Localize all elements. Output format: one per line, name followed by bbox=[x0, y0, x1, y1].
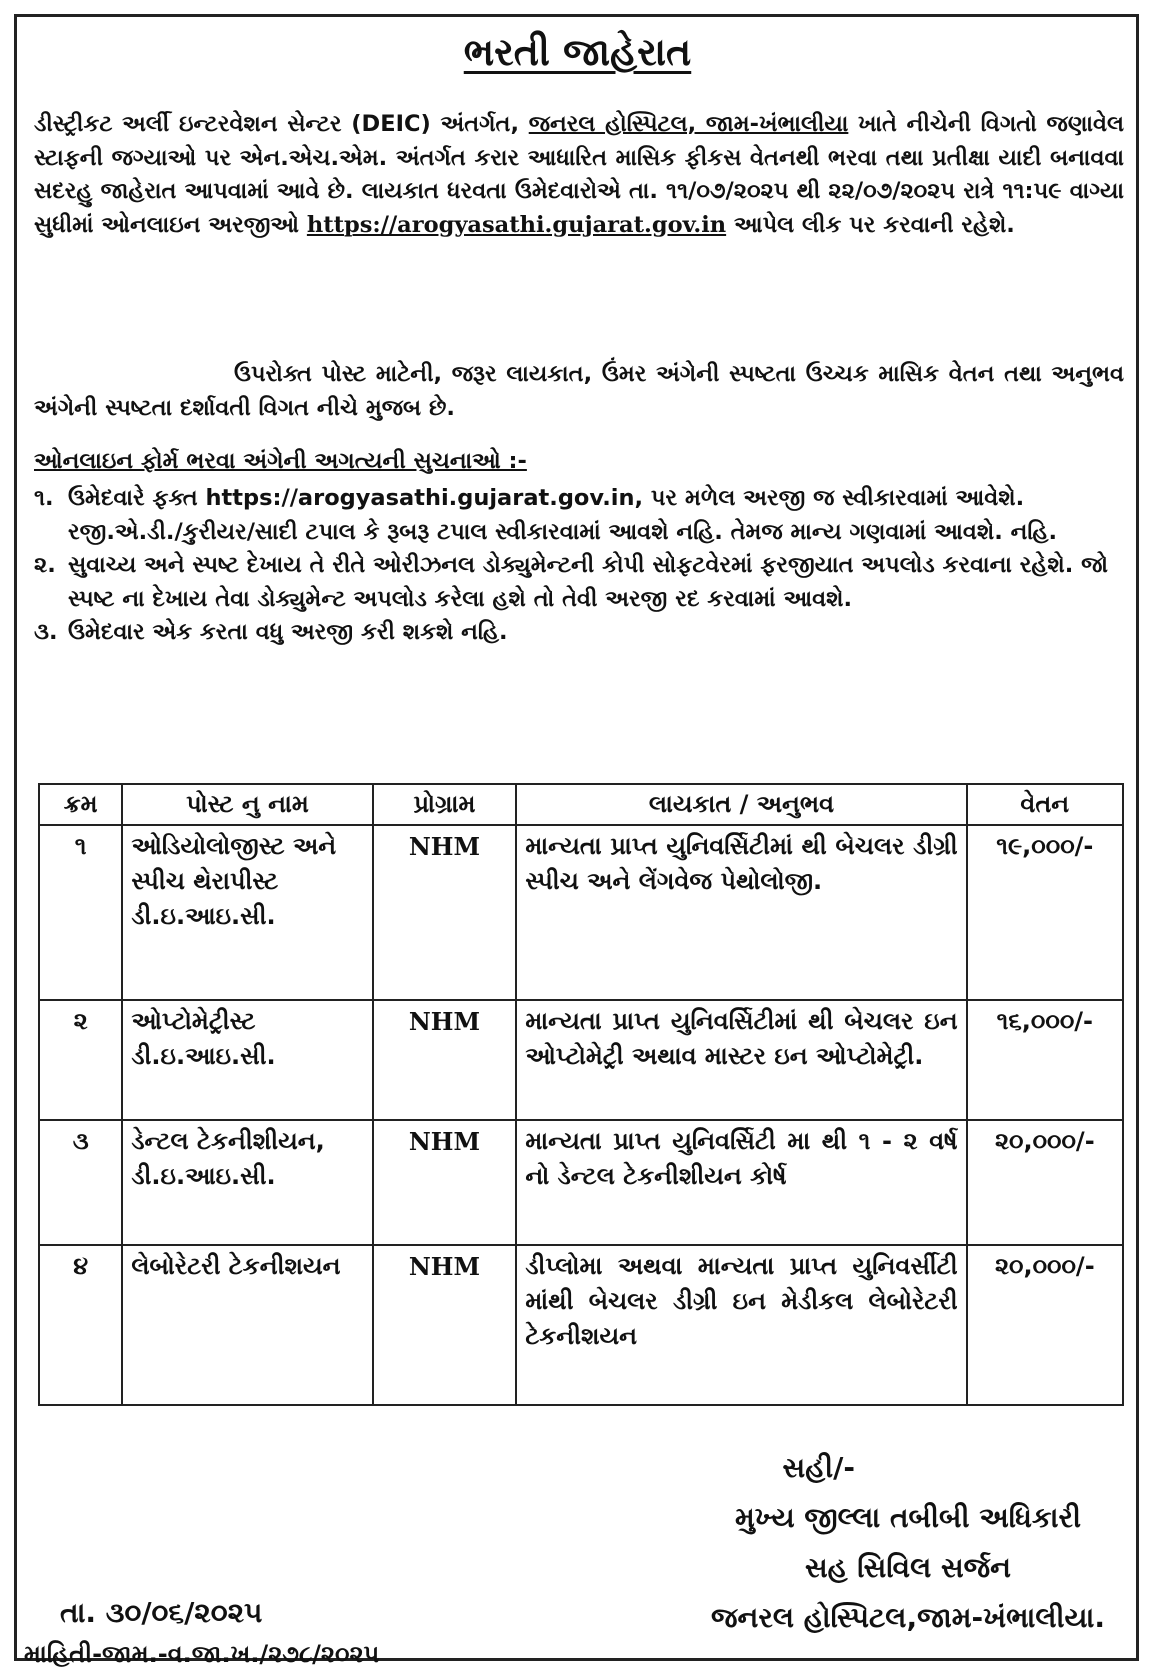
intro-paragraph bbox=[34, 108, 1124, 242]
header-post-name: પોસ્ટ નુ નામ bbox=[122, 784, 372, 825]
instruction-text: ઉમેદવારે ફક્ત https://arogyasathi.gujarat.gov.in, પર મળેલ અરજી જ સ્વીકારવામાં આવેશે. રજી.એ.ડી./કુરીયર/સાદી ટપાલ કે રૂબરૂ ટપાલ સ્વીકારવામાં આવશે નહિ. તેમજ માન્ય ગણવામાં આવશે. નહિ. bbox=[68, 485, 1058, 545]
posts-table bbox=[38, 783, 1124, 1406]
cell-post-name: ડેન્ટલ ટેકનીશીયન, ડી.ઇ.આઇ.સી. bbox=[122, 1120, 372, 1245]
cell-qualification: ડીપ્લોમા અથવા માન્યતા પ્રાપ્ત યુનિવર્સીટી માંથી બેચલર ડીગ્રી ઇન મેડીકલ લેબોરેટરી ટેકનીશયન bbox=[516, 1245, 966, 1405]
cell-program: NHM bbox=[373, 1120, 517, 1245]
intro-text-3: આપેલ લીક પર કરવાની રહેશે. bbox=[726, 211, 1015, 238]
application-url-link[interactable]: https://arogyasathi.gujarat.gov.in bbox=[306, 211, 727, 238]
instruction-item bbox=[34, 549, 1124, 616]
cell-pay: ૨૦,૦૦૦/- bbox=[967, 1245, 1123, 1405]
header-program: પ્રોગ્રામ bbox=[373, 784, 517, 825]
cell-program: NHM bbox=[373, 1245, 517, 1405]
cell-pay: ૧૯,૦૦૦/- bbox=[967, 825, 1123, 1000]
instruction-number: ૩. bbox=[34, 619, 58, 645]
signature-sd: સહી/- bbox=[782, 1451, 855, 1484]
cell-serial: ૩ bbox=[39, 1120, 122, 1245]
hospital-location: જનરલ હોસ્પિટલ, જામ-ખંભાલીયા bbox=[528, 111, 849, 137]
cell-post-name: લેબોરેટરી ટેકનીશયન bbox=[122, 1245, 372, 1405]
table-row bbox=[39, 1000, 1123, 1120]
cell-program: NHM bbox=[373, 1000, 517, 1120]
intro-text-1: ડીસ્ટ્રીકટ અર્લી ઇન્ટરવેશન સેન્ટર (DEIC) અંતર્ગત, bbox=[34, 111, 529, 137]
table-row bbox=[39, 1120, 1123, 1245]
table-row bbox=[39, 1245, 1123, 1405]
cell-post-name: ઓપ્ટોમેટ્રીસ્ટ ડી.ઇ.આઇ.સી. bbox=[122, 1000, 372, 1120]
header-qualification: લાયકાત / અનુભવ bbox=[516, 784, 966, 825]
intro-text-2: ખાતે નીચેની વિગતો જણાવેલ સ્ટાફની જગ્યાઓ પર એન.એચ.એમ. અંતર્ગત કરાર આધારિત માસિક ફીકસ વેતનથી ભરવા તથા પ્રતીક્ષા યાદી બનાવવા સદરહુ જાહેરાત આપવામાં આવે છે. લાયકાત ધરવતા ઉમેદવારોએ તા. ૧૧/૦૭/૨૦૨૫ થી ૨૨/૦૭/૨૦૨૫ રાત્રે ૧૧:૫૯ વાગ્યા સુધીમાં ઓનલાઇન અરજીઓ bbox=[34, 111, 1124, 238]
header-serial: ક્રમ bbox=[39, 784, 122, 825]
signatory-office: જનરલ હોસ્પિટલ,જામ-ખંભાલીયા. bbox=[711, 1601, 1105, 1634]
cell-serial: ૧ bbox=[39, 825, 122, 1000]
signature-block bbox=[711, 1443, 1105, 1643]
cell-qualification: માન્યતા પ્રાપ્ત યુનિવર્સિટીમાં થી બેચલર ડીગ્રી સ્પીચ અને લેંગવેજ પેથોલોજી. bbox=[516, 825, 966, 1000]
signatory-title: મુખ્ય જીલ્લા તબીબી અધિકારી bbox=[734, 1501, 1082, 1534]
notice-title: ભરતી જાહેરાત bbox=[463, 30, 692, 74]
instruction-item bbox=[34, 482, 1124, 549]
cell-qualification: માન્યતા પ્રાપ્ત યુનિવર્સિટી મા થી ૧ - ૨ વર્ષ નો ડેન્ટલ ટેકનીશીયન કોર્ષ bbox=[516, 1120, 966, 1245]
cell-serial: ૪ bbox=[39, 1245, 122, 1405]
instruction-item bbox=[34, 616, 1124, 650]
cell-program: NHM bbox=[373, 825, 517, 1000]
table-row bbox=[39, 825, 1123, 1000]
instructions-heading: ઓનલાઇન ફોર્મ ભરવા અંગેની અગત્યની સુચનાઓ :- bbox=[34, 448, 527, 474]
header-pay: વેતન bbox=[967, 784, 1123, 825]
instruction-text: સુવાચ્ય અને સ્પષ્ટ દેખાય તે રીતે ઓરીઝનલ ડોક્યુમેન્ટની કોપી સોફટવેરમાં ફરજીયાત અપલોડ કરવાના રહેશે. જો સ્પષ્ટ ના દેખાય તેવા ડોક્યુમેન્ટ અપલોડ કરેલા હશે તો તેવી અરજી રદ કરવામાં આવશે. bbox=[68, 552, 1108, 612]
cell-pay: ૧૬,૦૦૦/- bbox=[967, 1000, 1123, 1120]
cell-qualification: માન્યતા પ્રાપ્ત યુનિવર્સિટીમાં થી બેચલર ઇન ઓપ્ટોમેટ્રી અથાવ માસ્ટર ઇન ઓપ્ટોમેટ્રી. bbox=[516, 1000, 966, 1120]
notice-date: તા. ૩૦/૦૬/૨૦૨૫ bbox=[60, 1596, 263, 1629]
cell-pay: ૨૦,૦૦૦/- bbox=[967, 1120, 1123, 1245]
cell-serial: ૨ bbox=[39, 1000, 122, 1120]
instructions-list bbox=[34, 482, 1124, 650]
instruction-number: ૧. bbox=[34, 485, 54, 511]
instruction-text: ઉમેદવાર એક કરતા વધુ અરજી કરી શકશે નહિ. bbox=[68, 619, 508, 645]
cell-post-name: ઓડિયોલોજીસ્ટ અને સ્પીચ થેરાપીસ્ટ ડી.ઇ.આઇ.સી. bbox=[122, 825, 372, 1000]
reference-number: માહિતી-જામ.-વ.જા.ખ./૨૭૮/૨૦૨૫ bbox=[24, 1640, 380, 1668]
table-header-row bbox=[39, 784, 1123, 825]
signatory-subtitle: સહ સિવિલ સર્જન bbox=[804, 1551, 1012, 1584]
instruction-number: ૨. bbox=[34, 552, 56, 578]
details-paragraph: ઉપરોક્ત પોસ્ટ માટેની, જરૂર લાયકાત, ઉંમર અંગેની સ્પષ્ટતા ઉચ્ચક માસિક વેતન તથા અનુભવ અંગેની સ્પષ્ટતા દર્શાવતી વિગત નીચે મુજબ છે. bbox=[34, 361, 1124, 421]
